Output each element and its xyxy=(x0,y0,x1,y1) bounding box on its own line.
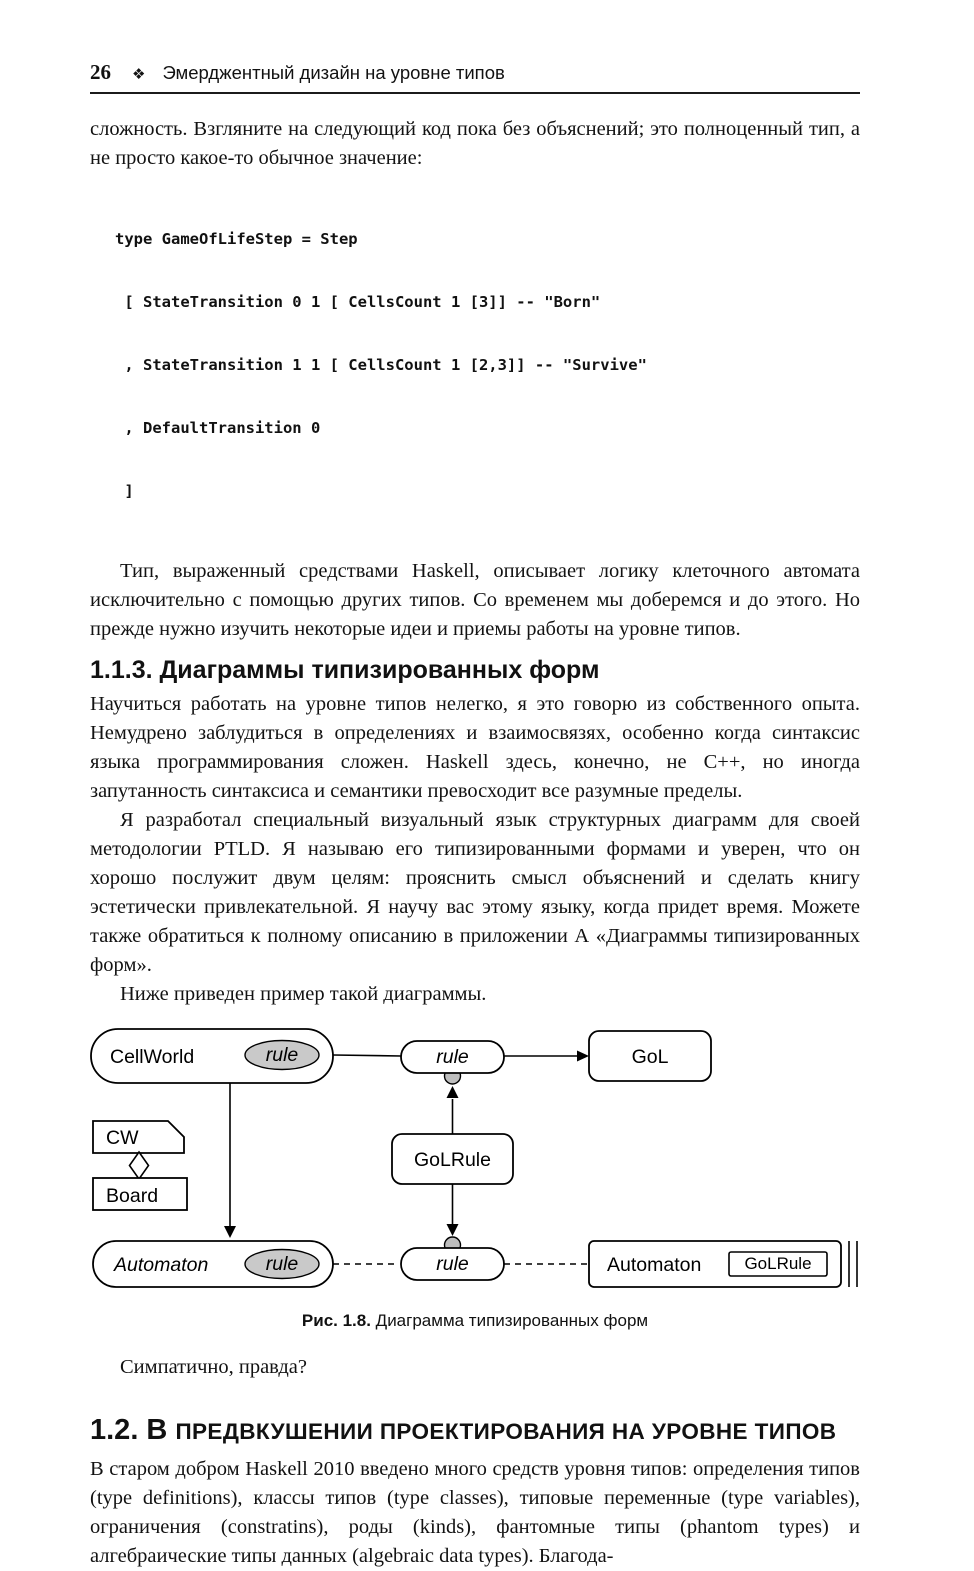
rule-node-bottom xyxy=(401,1237,504,1280)
composition-diamond xyxy=(130,1152,149,1179)
code-line: , StateTransition 1 1 [ CellsCount 1 [2,3]] -- "Survive" xyxy=(115,356,647,374)
automaton-label: Automaton xyxy=(114,1254,209,1276)
rule-pill-label: rule xyxy=(265,1044,299,1066)
running-title: Эмерджентный дизайн на уровне типов xyxy=(162,62,505,83)
code-block xyxy=(115,187,860,544)
automaton-instance-node xyxy=(589,1241,857,1287)
automaton-instance-label: Automaton xyxy=(607,1254,702,1276)
edge-cellworld-rule xyxy=(333,1055,401,1056)
paragraph-example: Ниже приведен пример такой диаграммы. xyxy=(120,983,487,1005)
edge-golrule-rule-bottom xyxy=(447,1184,459,1236)
page-header xyxy=(90,60,860,85)
paragraph-learn: Научиться работать на уровне типов нелегко, я это говорю из собственного опыта. Немудрено заблудиться в определениях и взаимосвязях, особенно когда синтаксис языка программирования сложен. Haskell здесь, конечно, не C++, но иногда запутанность синтаксиса и семантики превосходит все разумные пределы. xyxy=(90,693,860,802)
figure-caption-label: Рис. 1.8. xyxy=(301,1311,371,1330)
edge-rule-gol xyxy=(504,1051,589,1062)
diamond-icon: ❖ xyxy=(132,65,146,83)
edge-cellworld-automaton xyxy=(224,1083,236,1238)
figure-caption xyxy=(90,1311,860,1331)
code-line: [ StateTransition 0 1 [ CellsCount 1 [3]] -- "Born" xyxy=(115,293,601,311)
rule-pill-label: rule xyxy=(265,1253,299,1275)
board-label: Board xyxy=(106,1185,159,1207)
paragraph-nice: Симпатично, правда? xyxy=(120,1356,307,1378)
page-number: 26 xyxy=(90,60,111,84)
golrule-node xyxy=(392,1134,513,1184)
cw-node xyxy=(93,1121,184,1153)
edge-golrule-rule-top xyxy=(447,1086,459,1134)
paragraph-final: В старом добром Haskell 2010 введено много средств уровня типов: определения типов (type definitions), классы типов (type classes), типовые переменные (type variables), ограничения (constratins), роды (kinds), фантомные типы (phantom types) и алгебраические типы данных (algebraic data types). Благода- xyxy=(90,1458,860,1567)
cellworld-node xyxy=(91,1029,333,1083)
section-heading-1-1-3: 1.1.3. Диаграммы типизированных форм xyxy=(90,656,600,684)
typed-forms-diagram xyxy=(90,1023,870,1299)
cw-label: CW xyxy=(106,1127,139,1149)
code-line: type GameOfLifeStep = Step xyxy=(115,230,358,248)
golrule-badge-label: GoLRule xyxy=(744,1254,812,1273)
golrule-label: GoLRule xyxy=(414,1149,491,1171)
cellworld-label: CellWorld xyxy=(110,1046,195,1068)
code-line: ] xyxy=(115,482,134,500)
header-rule xyxy=(90,92,860,94)
rule-node-label: rule xyxy=(436,1253,469,1275)
gol-label: GoL xyxy=(631,1046,669,1068)
section-1-2-number: 1.2. В xyxy=(90,1414,176,1446)
figure-caption-text: Диаграмма типизированных форм xyxy=(370,1311,649,1330)
automaton-node xyxy=(93,1241,333,1287)
rule-node-top xyxy=(401,1041,504,1084)
typed-forms-figure xyxy=(90,1023,860,1331)
paragraph-type-desc: Тип, выраженный средствами Haskell, описывает логику клеточного автомата исключительно с помощью других типов. Со временем мы доберемся и до этого. Но прежде нужно изучить некоторые идеи и приемы работы на уровне типов. xyxy=(90,560,860,640)
paragraph-intro: сложность. Взгляните на следующий код пока без объяснений; это полноценный тип, а не просто какое-то обычное значение: xyxy=(90,118,860,169)
gol-node xyxy=(589,1031,711,1081)
section-heading-1-2 xyxy=(90,1410,860,1447)
paragraph-language: Я разработал специальный визуальный язык структурных диаграмм для своей методологии PTLD. Я называю его типизированными формами и уверен, что он хорошо послужит двум целям: прояснить смысл объяснений и сделать книгу эстетически привлекательной. Я научу вас этому языку, когда придет время. Можете также обратиться к полному описанию в приложении А «Диаграммы типизированных форм». xyxy=(90,809,860,976)
section-1-2-title: ПРЕДВКУШЕНИИ ПРОЕКТИРОВАНИЯ НА УРОВНЕ ТИПОВ xyxy=(175,1419,837,1444)
board-node xyxy=(93,1178,187,1210)
code-line: , DefaultTransition 0 xyxy=(115,419,321,437)
rule-node-label: rule xyxy=(436,1046,469,1068)
